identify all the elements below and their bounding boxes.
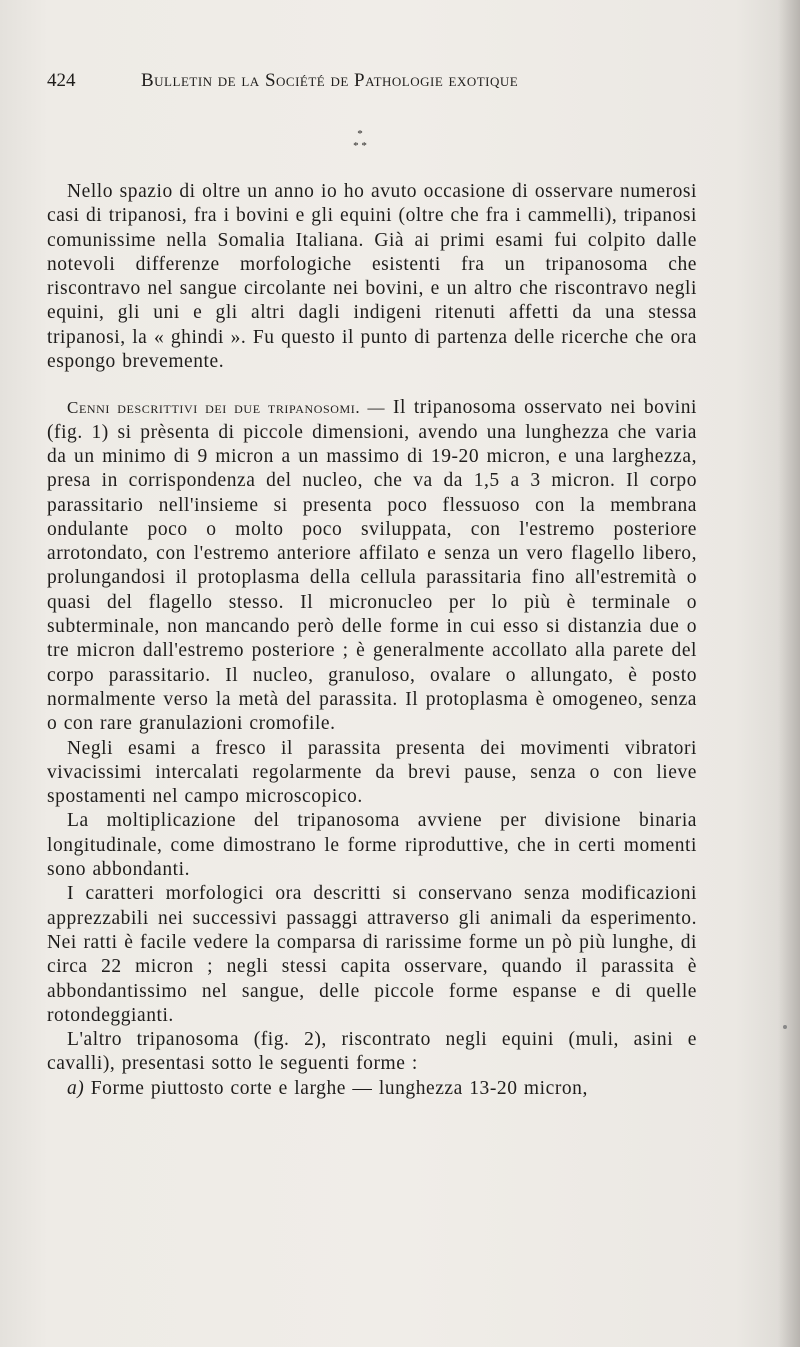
body-text bbox=[47, 180, 697, 1101]
running-title: Bulletin de la Société de Pathologie exotique bbox=[141, 70, 519, 91]
paragraph-multiplication: La moltiplicazione del tripanosoma avviene per divisione binaria longitudinale, come dimostrano le forme riproduttive, che in certi momenti sono abbondanti. bbox=[47, 810, 697, 881]
paragraph-list-a bbox=[47, 1077, 697, 1101]
paragraph-movement: Negli esami a fresco il parassita presenta dei movimenti vibratori vivacissimi intercalati regolarmente da brevi pause, senza o con lieve spostamenti nel campo microscopico. bbox=[47, 737, 697, 808]
asterism-divider bbox=[340, 128, 380, 168]
asterism-bottom: * * bbox=[353, 140, 367, 152]
paragraph-description bbox=[47, 396, 697, 736]
list-marker: a) bbox=[67, 1077, 85, 1099]
paragraph-intro: Nello spazio di oltre un anno io ho avuto occasione di osservare numerosi casi di tripanosi, fra i bovini e gli equini (oltre che fra i cammelli), tripanosi comunissime nella Somalia Italiana. Già ai primi esami fui colpito dalle notevoli differenze morfologiche esistenti fra un tripanosoma che riscontravo nel sangue circolante nei bovini, e un altro che riscontravo negli equini, gli uni e gli altri dagli indigeni ritenuti affetti da una stessa tripanosi, la « ghindi ». Fu questo il punto di partenza delle ricerche che ora espongo brevemente. bbox=[47, 181, 697, 373]
paragraph-second-trypanosome: L'altro tripanosoma (fig. 2), riscontrato negli equini (muli, asini e cavalli), presentasi sotto le seguenti forme : bbox=[47, 1029, 697, 1075]
paper-speck bbox=[783, 1025, 787, 1029]
running-head bbox=[47, 70, 747, 100]
list-item-a-text: Forme piuttosto corte e larghe — lunghezza 13-20 micron, bbox=[90, 1077, 588, 1099]
asterism-top: * bbox=[357, 128, 363, 140]
paragraph-morphology: I caratteri morfologici ora descritti si conservano senza modificazioni apprezzabili nei successivi passaggi attraverso gli animali da esperimento. Nei ratti è facile vedere la comparsa di rarissime forme un pò più lunghe, di circa 22 micron ; negli stessi capita osservare, quando il parassita è abbondantissimo nel sangue, delle piccole forme espanse e di quelle rotondeggianti. bbox=[47, 883, 697, 1026]
paragraph-description-text: Il tripanosoma osservato nei bovini (fig. 1) si prèsenta di piccole dimensioni, avendo una lunghezza che varia da un minimo di 9 micron a un massimo di 19-20 micron, e una larghezza, presa in corrispondenza del nucleo, che va da 1,5 a 3 micron. Il corpo parassitario nell'insieme si presenta poco flessuoso con la membrana ondulante poco o molto poco sviluppata, con l'estremo posteriore arrotondato, con l'estremo anteriore affilato e senza un vero flagello libero, prolungandosi il protoplasma della cellula parassitaria fino all'estremità o quasi del flagello stesso. Il micronucleo per lo più è terminale o subterminale, non mancando però delle forme in cui esso si distanzia due o tre micron dall'estremo posteriore ; è generalmente accollato alla parete del corpo parassitario. Il nucleo, granuloso, ovalare o allungato, è posto normalmente verso la metà del parassita. Il protoplasma è omogeneo, senza o con rare granulazioni cromofile. bbox=[47, 397, 697, 735]
spine-shadow bbox=[778, 0, 800, 1347]
section-heading: Cenni descrittivi dei due tripanosomi. — bbox=[67, 398, 386, 418]
page-number: 424 bbox=[47, 70, 76, 91]
